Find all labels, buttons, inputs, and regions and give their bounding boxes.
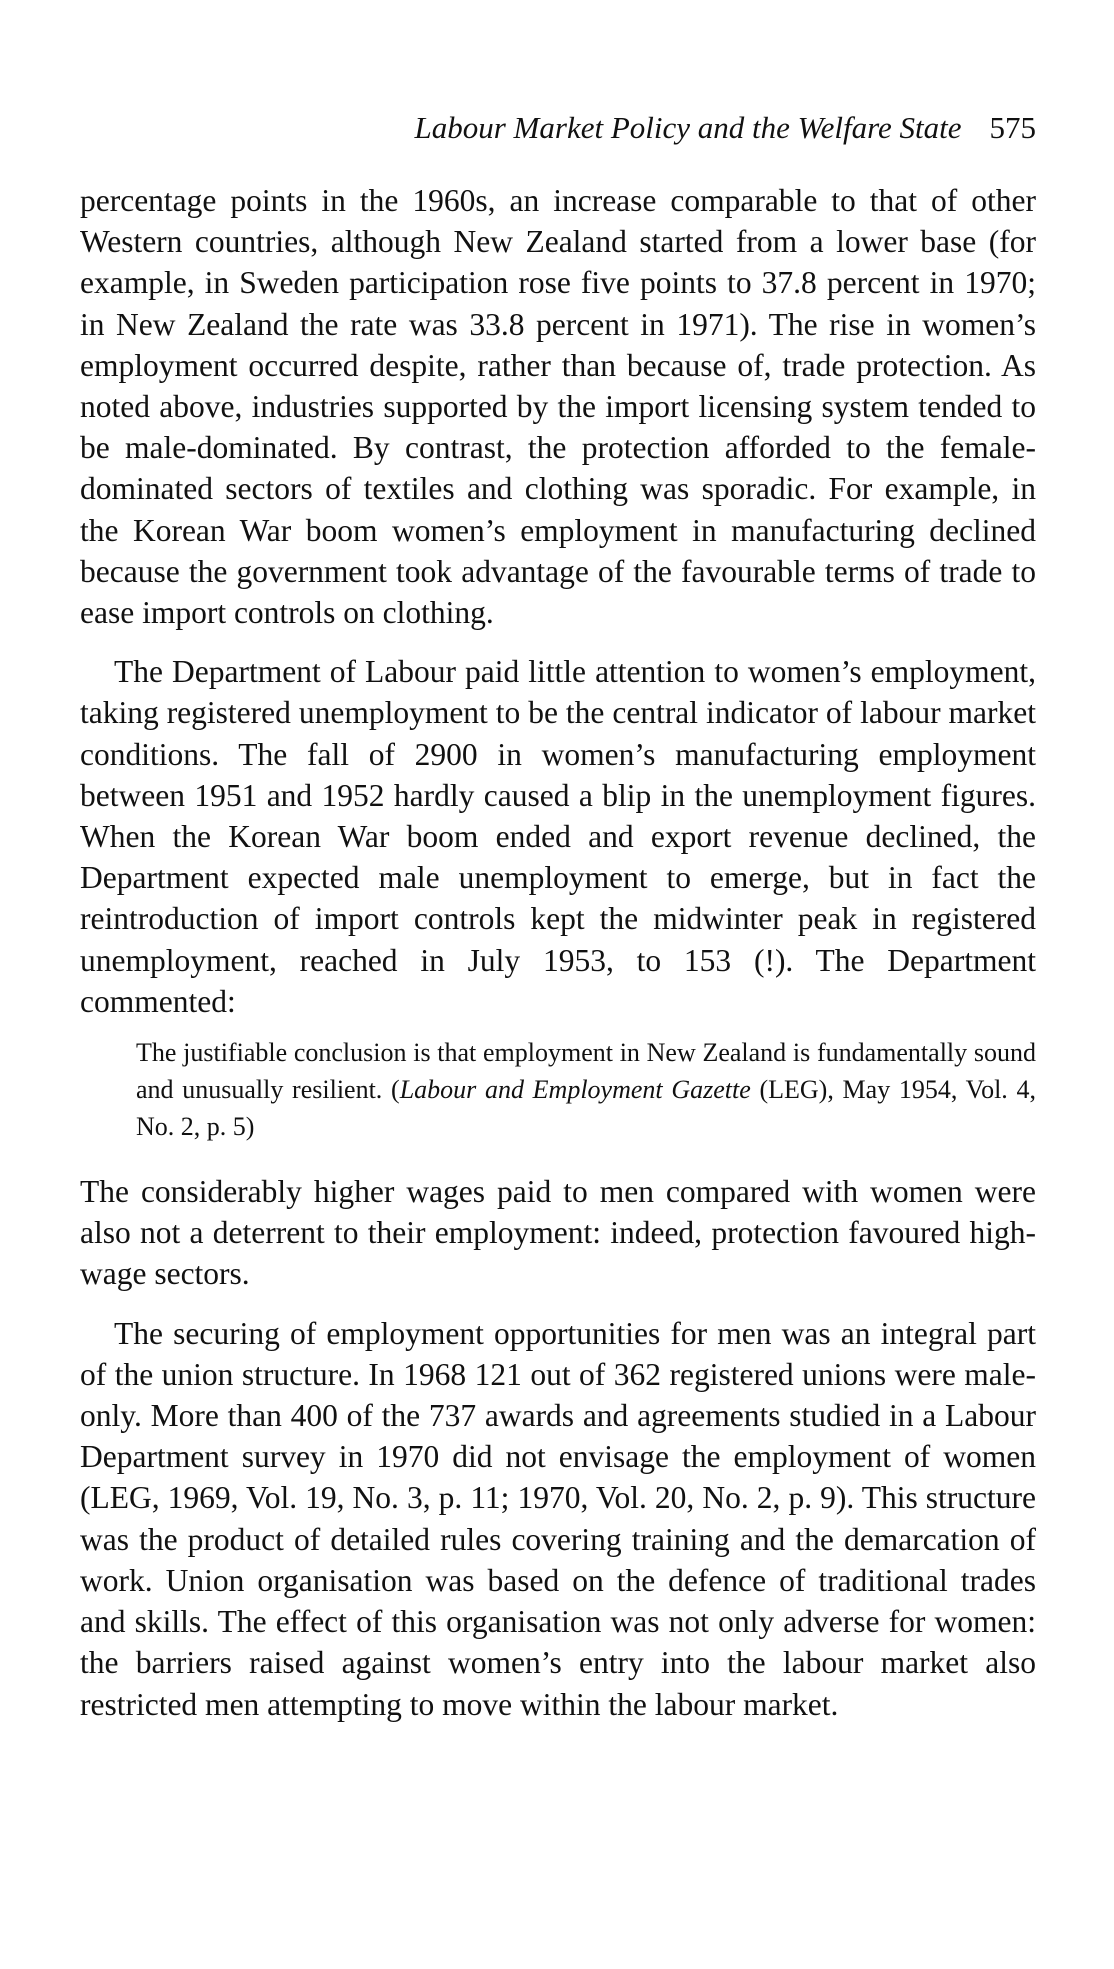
quote-source-title: Labour and Employment Gazette: [399, 1075, 751, 1105]
paragraph-3: The considerably higher wages paid to men compared with women were also not a deterrent to their employment: indeed, protection favoured high-wage sectors.: [80, 1174, 1036, 1292]
running-header: [80, 110, 1036, 146]
paragraph-1: percentage points in the 1960s, an increase comparable to that of other Western countries, although New Zealand started from a lower base (for example, in Sweden participation rose five points to 37.8 percent in 1970; in New Zealand the rate was 33.8 percent in 1971). The rise in women’s employment occurred despite, rather than because of, trade protection. As noted above, industries supported by the import licensing system tended to be male-dominated. By contrast, the protection afforded to the female-dominated sectors of textiles and clothing was sporadic. For example, in the Korean War boom women’s employment in manufacturing declined because the government took advantage of the favourable terms of trade to ease import controls on clothing.: [80, 183, 1036, 631]
running-title: Labour Market Policy and the Welfare State: [414, 110, 962, 145]
book-page: [80, 110, 1036, 1725]
paragraph-4: The securing of employment opportunities for men was an integral part of the union structure. In 1968 121 out of 362 registered unions were male-only. More than 400 of the 737 awards and agreements studied in a Labour Department survey in 1970 did not envisage the employment of women (LEG, 1969, Vol. 19, No. 3, p. 11; 1970, Vol. 20, No. 2, p. 9). This structure was the product of detailed rules covering training and the demarcation of work. Union organisation was based on the defence of traditional trades and skills. The effect of this organisation was not only adverse for women: the barriers raised against women’s entry into the labour market also restricted men attempting to move within the labour market.: [80, 1315, 1036, 1722]
paragraph-2: The Department of Labour paid little attention to women’s employment, taking registered unemployment to be the central indicator of labour market conditions. The fall of 2900 in women’s manufacturing employment between 1951 and 1952 hardly caused a blip in the unemployment figures. When the Korean War boom ended and export revenue declined, the Department expected male unemployment to emerge, but in fact the reintroduction of import controls kept the midwinter peak in registered unemployment, reached in July 1953, to 153 (!). The Department commented:: [80, 654, 1036, 1019]
block-quote: [136, 1034, 1036, 1145]
page-number: 575: [989, 110, 1036, 145]
quote-text: The justifiable conclusion is that employment in New Zealand is fundamentally sound and unusually resilient. (: [136, 1038, 1036, 1105]
quote-citation: (LEG), May 1954, Vol. 4, No. 2, p. 5): [136, 1075, 1037, 1142]
